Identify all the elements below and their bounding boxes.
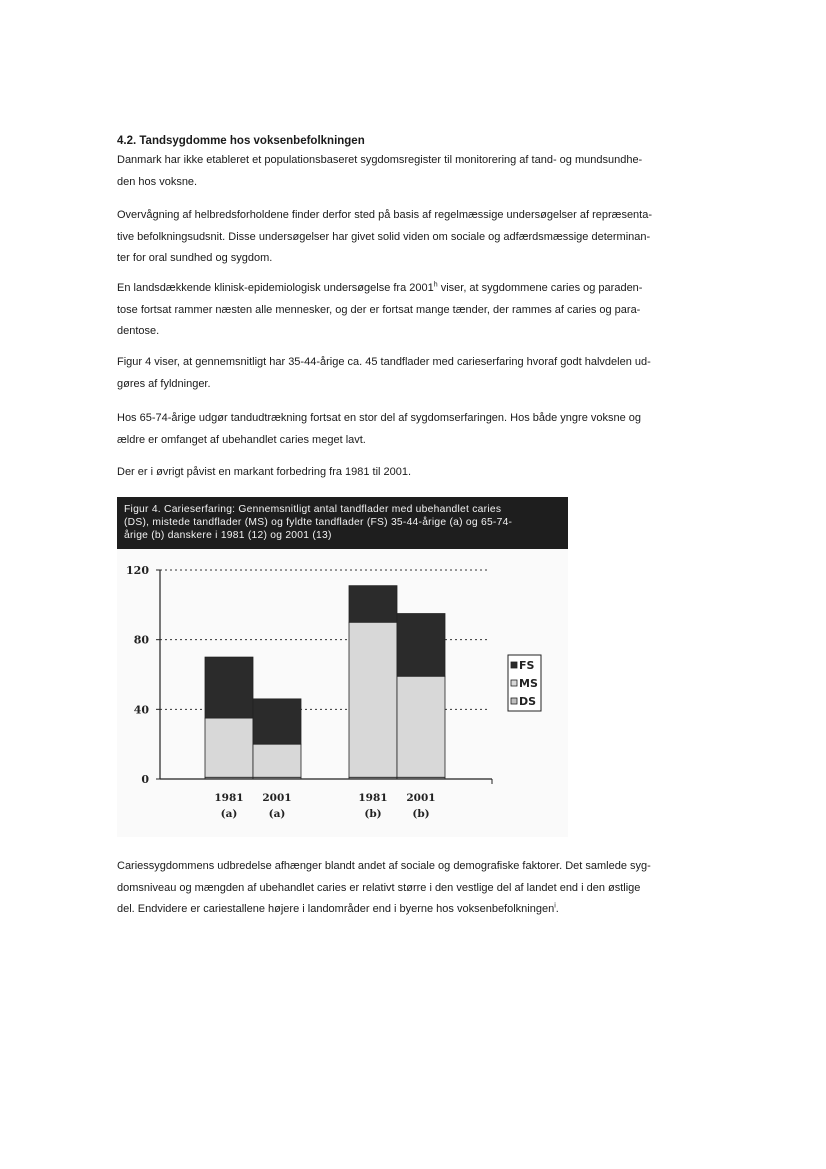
y-tick-label: 40	[133, 703, 149, 717]
legend	[508, 655, 541, 711]
paragraph-line: domsniveau og mængden af ubehandlet caries er relativt større i den vestlige del af landet end i den østlige	[117, 881, 641, 894]
paragraph-line: Hos 65-74-årige udgør tandudtrækning fortsat en stor del af sygdomserfaringen. Hos både yngre voksne og	[117, 412, 642, 424]
paragraph-line: tose fortsat rammer næsten alle mennesker, og der er fortsat mange tænder, der rammes af caries og para-	[117, 303, 641, 316]
paragraph-line: Overvågning af helbredsforholdene finder derfor sted på basis af regelmæssige undersøgelser af repræsenta-	[117, 209, 653, 221]
x-category-year: 1981	[214, 792, 244, 804]
paragraph-line: ter for oral sundhed og sygdom.	[117, 252, 273, 264]
caption-line: Figur 4. Carieserfaring: Gennemsnitligt antal tandflader med ubehandlet caries	[124, 504, 502, 515]
bar-segment-fs	[205, 657, 253, 718]
bar-segment-fs	[397, 614, 445, 677]
bar-segment-fs	[253, 699, 301, 744]
bar-segment-ms	[205, 718, 253, 777]
y-tick-label: 120	[126, 564, 149, 577]
legend-swatch-ds	[511, 698, 517, 704]
paragraph-line: dentose.	[117, 325, 160, 337]
caption-line: årige (b) danskere i 1981 (12) og 2001 (13)	[124, 530, 332, 541]
text-run: .	[555, 903, 559, 915]
paragraph-line: ældre er omfanget af ubehandlet caries meget lavt.	[117, 433, 366, 446]
footnote-marker: h	[433, 281, 438, 289]
y-tick-label: 0	[141, 773, 149, 786]
paragraph-line: gøres af fyldninger.	[117, 377, 211, 390]
paragraph-line: Figur 4 viser, at gennemsnitligt har 35-44-årige ca. 45 tandflader med carieserfaring hvoraf godt halvdelen ud-	[117, 356, 651, 368]
y-tick-label: 80	[133, 633, 149, 647]
legend-label-fs: FS	[519, 659, 535, 672]
bars	[205, 586, 445, 779]
x-category-year: 2001	[406, 792, 436, 804]
paragraph-line: Cariessygdommens udbredelse afhænger blandt andet af sociale og demografiske faktorer. Det samlede syg-	[117, 860, 651, 872]
legend-swatch-fs	[511, 662, 517, 668]
x-category-year: 2001	[262, 792, 292, 804]
paragraph-line	[117, 899, 697, 921]
paragraph-line: tive befolkningsudsnit. Disse undersøgelser har givet solid viden om sociale og adfærdsmæssige determinan-	[117, 230, 651, 243]
paragraph-7	[117, 856, 697, 921]
text-run: En landsdækkende klinisk-epidemiologisk undersøgelse fra 2001	[117, 282, 434, 294]
bar-segment-ms	[397, 676, 445, 777]
x-category-group: (a)	[268, 808, 286, 820]
bar-segment-fs	[349, 586, 397, 623]
section-heading: 4.2. Tandsygdomme hos voksenbefolkningen	[117, 135, 365, 147]
x-category-year: 1981	[358, 792, 388, 804]
text-run: del. Endvidere er cariestallene højere i landområder end i byerne hos voksenbefolkningen	[117, 903, 555, 915]
paragraph-line: Der er i øvrigt påvist en markant forbedring fra 1981 til 2001.	[117, 466, 412, 478]
bar-segment-ms	[349, 622, 397, 777]
bar-segment-ms	[253, 744, 301, 777]
x-category-group: (b)	[412, 808, 430, 820]
legend-label-ms: MS	[519, 677, 538, 690]
footnote-marker: i	[554, 902, 556, 910]
x-category-group: (b)	[364, 808, 382, 820]
x-category-group: (a)	[220, 808, 238, 820]
paragraph-line: Danmark har ikke etableret et populationsbaseret sygdomsregister til monitorering af tand- og mundsundhe-	[117, 154, 643, 166]
text-run: viser, at sygdommene caries og paraden-	[437, 282, 643, 294]
caption-line: (DS), mistede tandflader (MS) og fyldte tandflader (FS) 35-44-årige (a) og 65-74-	[124, 517, 513, 528]
paragraph-line: den hos voksne.	[117, 175, 198, 188]
legend-swatch-ms	[511, 680, 517, 686]
legend-label-ds: DS	[519, 695, 537, 708]
